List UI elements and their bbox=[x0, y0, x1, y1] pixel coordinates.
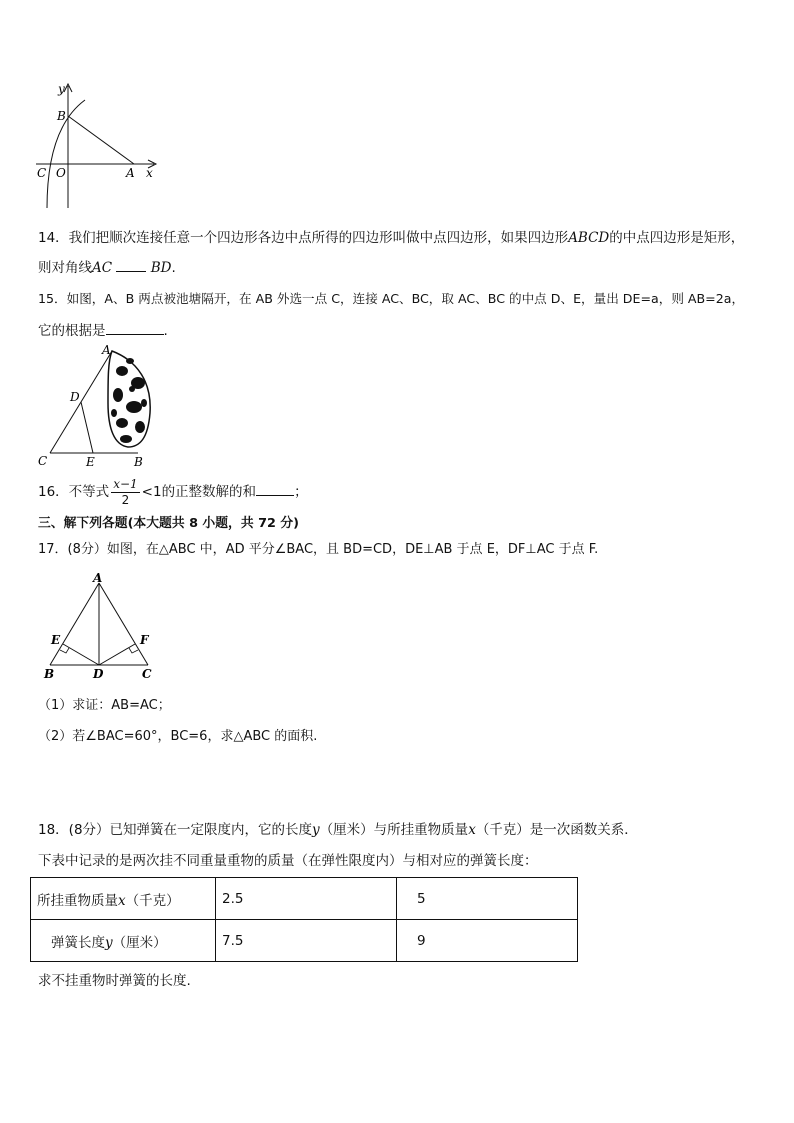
q18-text1c: （千克）是一次函数关系． bbox=[475, 822, 638, 838]
triangle-figure bbox=[38, 570, 163, 685]
label-b: B bbox=[57, 109, 66, 123]
q14-bd: BD bbox=[150, 260, 172, 276]
q14-text1: 14．我们把顺次连接任意一个四边形各边中点所得的四边形叫做中点四边形，如果四边形 bbox=[38, 230, 569, 246]
segment-ab bbox=[50, 583, 99, 665]
q16-suffix: 的正整数解的和 bbox=[161, 484, 257, 500]
right-angle-e bbox=[60, 648, 69, 653]
q15-text2: 它的根据是 bbox=[38, 323, 106, 339]
q15-text1: 15．如图，A、B 两点被池塘隔开，在 AB 外选一点 C，连接 AC、BC，取 AC、BC 的中点 D、E，量出 DE=a，则 AB=2a， bbox=[38, 291, 745, 306]
row1-label-var: x bbox=[118, 892, 126, 909]
q15-answer-blank[interactable] bbox=[106, 322, 164, 335]
label-a: A bbox=[93, 571, 103, 585]
label-e: E bbox=[86, 455, 95, 469]
q15-end: . bbox=[163, 323, 168, 339]
q16-end: ； bbox=[294, 484, 308, 500]
label-b: B bbox=[44, 667, 55, 681]
q18-text1b: （厘米）与所挂重物质量 bbox=[319, 822, 469, 838]
segment-ba bbox=[68, 116, 134, 164]
label-o: O bbox=[56, 166, 66, 180]
q16-answer-blank[interactable] bbox=[256, 483, 294, 496]
q18-var-x: x bbox=[468, 822, 476, 838]
row1-label-b: （千克） bbox=[125, 892, 180, 909]
row2-value-1: 7.5 bbox=[216, 920, 397, 962]
label-c: C bbox=[38, 454, 48, 468]
row2-label bbox=[31, 920, 216, 962]
q14-text3: 则对角线 bbox=[38, 260, 92, 276]
q18-line1 bbox=[38, 821, 638, 839]
label-c: C bbox=[142, 667, 152, 681]
q16-line bbox=[38, 473, 308, 511]
segment-ac bbox=[99, 583, 148, 665]
q14-line2 bbox=[38, 259, 176, 277]
label-f: F bbox=[140, 633, 149, 647]
segment-df bbox=[99, 644, 135, 665]
row2-label-var: y bbox=[105, 934, 113, 951]
coordinate-figure bbox=[30, 80, 165, 215]
label-x: x bbox=[146, 166, 153, 180]
row1-value-2: 5 bbox=[397, 878, 578, 920]
q18-var-y: y bbox=[312, 822, 320, 838]
row1-value-1: 2.5 bbox=[216, 878, 397, 920]
q16-ineq: <1 bbox=[141, 484, 162, 500]
pond bbox=[108, 351, 150, 447]
q14-ac: AC bbox=[92, 260, 113, 276]
q17-text: 17．(8分）如图，在△ABC 中，AD 平分∠BAC，且 BD=CD，DE⊥AB 于点 E，DF⊥AC 于点 F. bbox=[38, 542, 599, 557]
spring-table bbox=[30, 877, 578, 962]
q18-text1a: 18．(8分）已知弹簧在一定限度内，它的长度 bbox=[38, 822, 313, 838]
q14-answer-blank[interactable] bbox=[116, 259, 146, 272]
q18-line3: 求不挂重物时弹簧的长度. bbox=[38, 973, 191, 989]
q16-numerator: x−1 bbox=[113, 476, 138, 491]
label-c: C bbox=[37, 166, 47, 180]
q17-part2: （2）若∠BAC=60°，BC=6，求△ABC 的面积. bbox=[38, 729, 318, 744]
q14-text2: 的中点四边形是矩形， bbox=[609, 230, 745, 246]
label-a: A bbox=[102, 343, 111, 357]
label-d: D bbox=[70, 390, 80, 404]
row2-label-b: （厘米） bbox=[112, 934, 167, 951]
q18-line2: 下表中记录的是两次挂不同重量重物的质量（在弹性限度内）与相对应的弹簧长度： bbox=[38, 853, 538, 869]
section-3-heading: 三、解下列各题(本大题共 8 小题，共 72 分) bbox=[38, 516, 299, 531]
label-d: D bbox=[93, 667, 104, 681]
q16-prefix: 16．不等式 bbox=[38, 484, 110, 500]
label-a: A bbox=[126, 166, 135, 180]
table-row bbox=[31, 920, 578, 962]
q14-line1 bbox=[38, 229, 744, 247]
q14-end: . bbox=[171, 260, 176, 276]
q15-line1 bbox=[38, 290, 744, 308]
q15-line2 bbox=[38, 322, 168, 340]
segment-de bbox=[63, 644, 99, 665]
row2-label-a: 弹簧长度 bbox=[51, 934, 105, 951]
row1-label bbox=[31, 878, 216, 920]
row2-value-2: 9 bbox=[397, 920, 578, 962]
label-y: y bbox=[58, 82, 65, 96]
q16-fraction bbox=[111, 477, 139, 508]
row1-label-a: 所挂重物质量 bbox=[37, 892, 118, 909]
curve bbox=[47, 100, 85, 208]
pond-figure bbox=[30, 343, 170, 473]
label-b: B bbox=[134, 455, 143, 469]
q16-denominator: 2 bbox=[121, 492, 130, 507]
table-row bbox=[31, 878, 578, 920]
right-angle-f bbox=[129, 648, 138, 653]
q17-part1: （1）求证：AB=AC； bbox=[38, 698, 171, 713]
q14-abcd: ABCD bbox=[568, 230, 610, 246]
segment-de bbox=[81, 402, 93, 453]
label-e: E bbox=[51, 633, 61, 647]
